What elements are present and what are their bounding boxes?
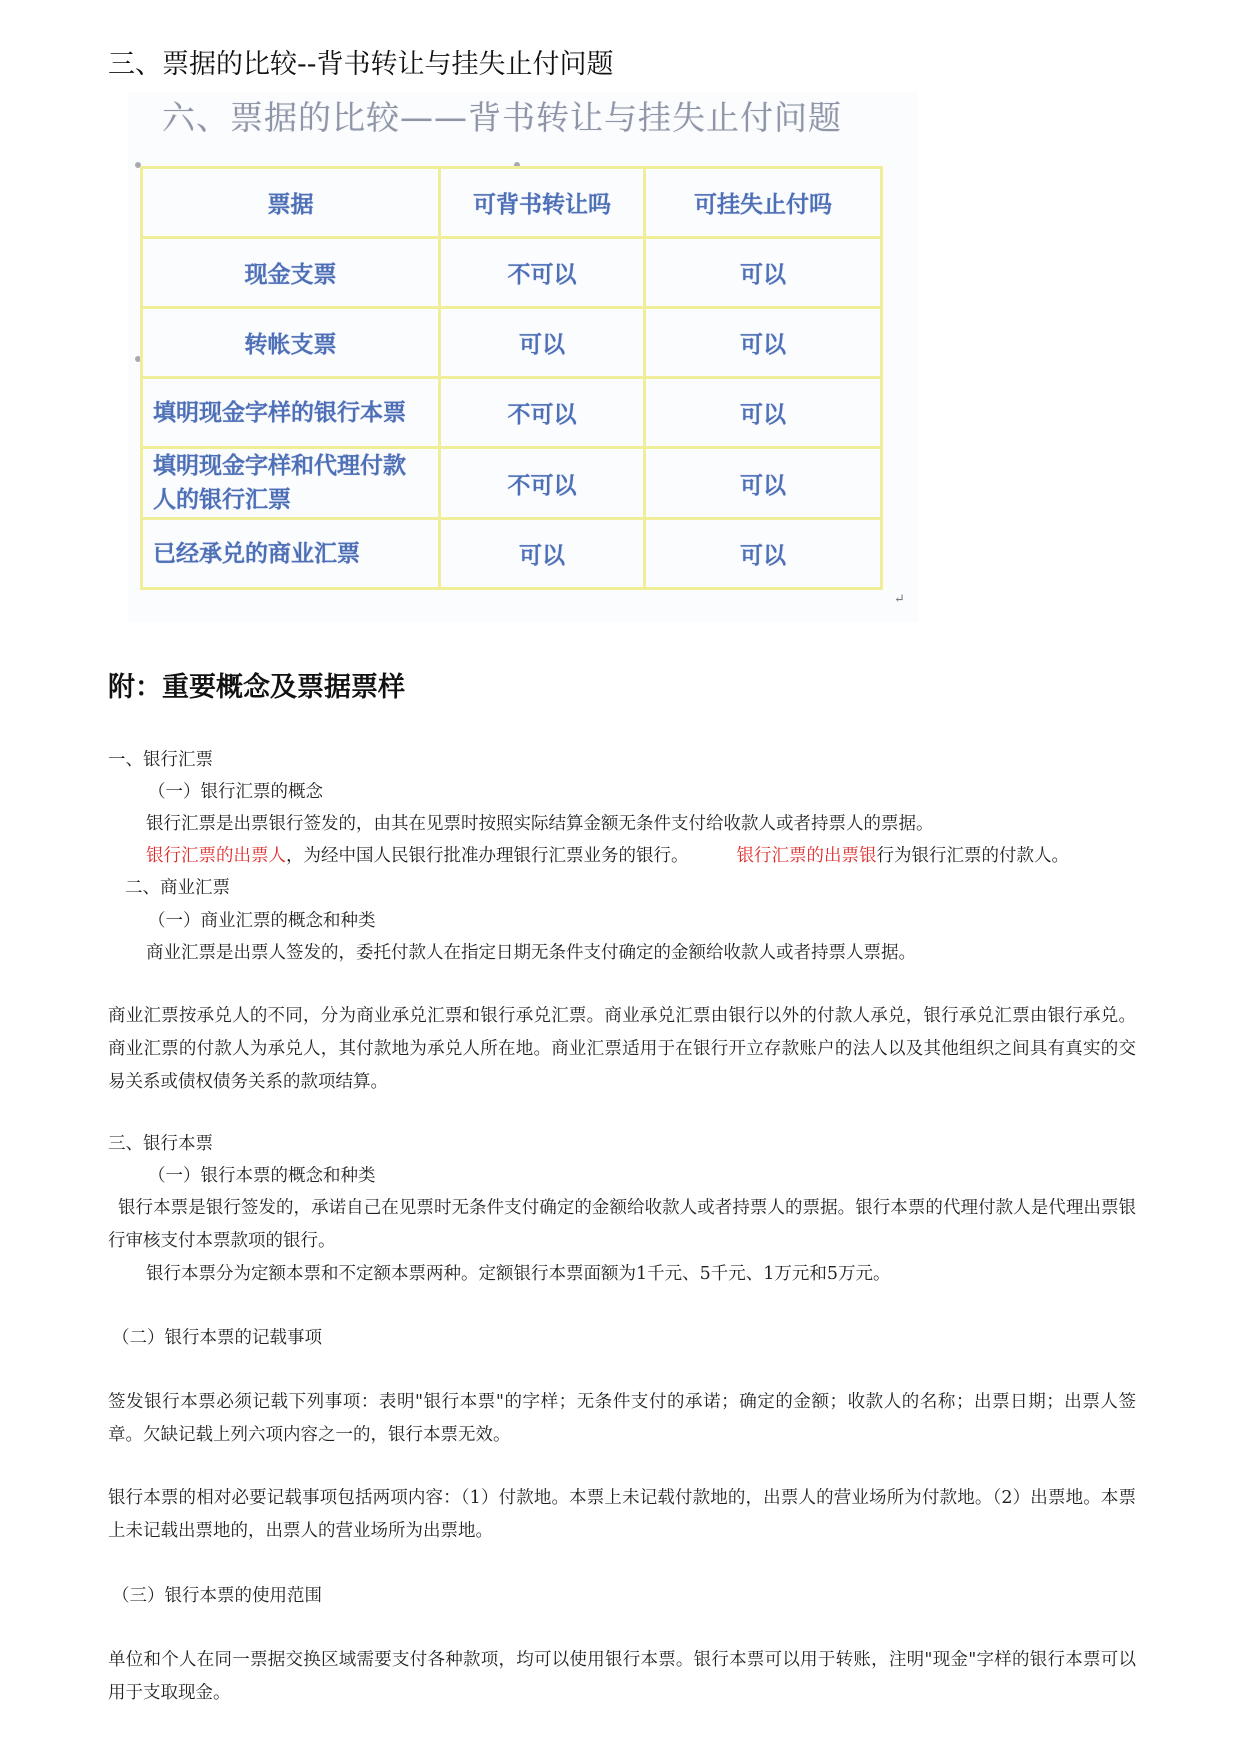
- paragraph-text: ，为经中国人民银行批准办理银行汇票业务的银行。: [286, 846, 689, 866]
- table-cell: 填明现金字样的银行本票: [142, 378, 440, 448]
- paragraph: 银行汇票是出票银行签发的，由其在见票时按照实际结算金额无条件支付给收款人或者持票人的票据。: [146, 814, 934, 834]
- highlight-text: 银行汇票的出票人: [146, 846, 286, 866]
- table-header-cell: 可挂失止付吗: [645, 168, 882, 238]
- section-title: 三、银行本票: [108, 1134, 213, 1154]
- section-title: 一、银行汇票: [108, 750, 213, 770]
- table-cell: 可以: [440, 308, 645, 378]
- table-header-row: [142, 168, 882, 238]
- table-cell: 不可以: [440, 238, 645, 308]
- table-cell: 不可以: [440, 378, 645, 448]
- paragraph: 商业汇票是出票人签发的，委托付款人在指定日期无条件支付确定的金额给收款人或者持票人票据。: [146, 943, 916, 963]
- table-cell: 可以: [645, 378, 882, 448]
- subsection-title: （二）银行本票的记载事项: [112, 1328, 322, 1348]
- table-cell: 已经承兑的商业汇票: [142, 519, 440, 589]
- table-row: [142, 308, 882, 378]
- table-cell: 现金支票: [142, 238, 440, 308]
- table-cell: 不可以: [440, 448, 645, 519]
- section-title: 二、商业汇票: [125, 878, 230, 898]
- table-row: [142, 238, 882, 308]
- paragraph: [146, 840, 1069, 872]
- table-header-cell: 票据: [142, 168, 440, 238]
- table-cell: 可以: [645, 448, 882, 519]
- paragraph: 银行本票是银行签发的，承诺自己在见票时无条件支付确定的金额给收款人或者持票人的票据。银行本票的代理付款人是代理出票银行审核支付本票款项的银行。: [108, 1198, 1136, 1251]
- section-heading: 三、票据的比较--背书转让与挂失止付问题: [108, 49, 614, 80]
- image-title: 六、票据的比较——背书转让与挂失止付问题: [162, 98, 842, 137]
- paragraph: 单位和个人在同一票据交换区域需要支付各种款项，均可以使用银行本票。银行本票可以用于转账，注明"现金"字样的银行本票可以用于支取现金。: [108, 1650, 1136, 1703]
- subsection-title: （一）银行汇票的概念: [148, 782, 323, 802]
- highlight-text: 银行汇票的出票银: [736, 846, 877, 866]
- subsection-title: （一）商业汇票的概念和种类: [148, 911, 376, 931]
- paragraph: 银行本票的相对必要记载事项包括两项内容：（1）付款地。本票上未记载付款地的，出票人的营业场所为付款地。（2）出票地。本票上未记载出票地的，出票人的营业场所为出票地。: [108, 1488, 1136, 1541]
- table-row: [142, 448, 882, 519]
- appendix-title: 附：重要概念及票据票样: [108, 672, 405, 703]
- subsection-title: （三）银行本票的使用范围: [112, 1586, 322, 1606]
- table-cell: 填明现金字样和代理付款人的银行汇票: [142, 448, 440, 519]
- paragraph: 签发银行本票必须记载下列事项：表明"银行本票"的字样；无条件支付的承诺；确定的金额；收款人的名称；出票日期；出票人签章。欠缺记载上列六项内容之一的，银行本票无效。: [108, 1392, 1136, 1445]
- table-cell: 可以: [645, 519, 882, 589]
- table-row: [142, 519, 882, 589]
- paragraph: 银行本票分为定额本票和不定额本票两种。定额银行本票面额为1千元、5千元、1万元和5万元。: [146, 1264, 891, 1284]
- comparison-table-image: [128, 92, 918, 622]
- table-cell: 可以: [645, 238, 882, 308]
- table-cell: 可以: [645, 308, 882, 378]
- paragraph: 商业汇票按承兑人的不同，分为商业承兑汇票和银行承兑汇票。商业承兑汇票由银行以外的付款人承兑，银行承兑汇票由银行承兑。商业汇票的付款人为承兑人，其付款地为承兑人所在地。商业汇票适用于在银行开立存款账户的法人以及其他组织之间具有真实的交易关系或债权债务关系的款项结算。: [108, 1006, 1136, 1092]
- table-cell: 可以: [440, 519, 645, 589]
- table-row: [142, 378, 882, 448]
- subsection-title: （一）银行本票的概念和种类: [148, 1166, 376, 1186]
- table-header-cell: 可背书转让吗: [440, 168, 645, 238]
- comparison-table: [140, 166, 883, 590]
- paragraph-text: 行为银行汇票的付款人。: [876, 846, 1069, 866]
- paragraph-mark-icon: ↵: [894, 592, 905, 607]
- table-cell: 转帐支票: [142, 308, 440, 378]
